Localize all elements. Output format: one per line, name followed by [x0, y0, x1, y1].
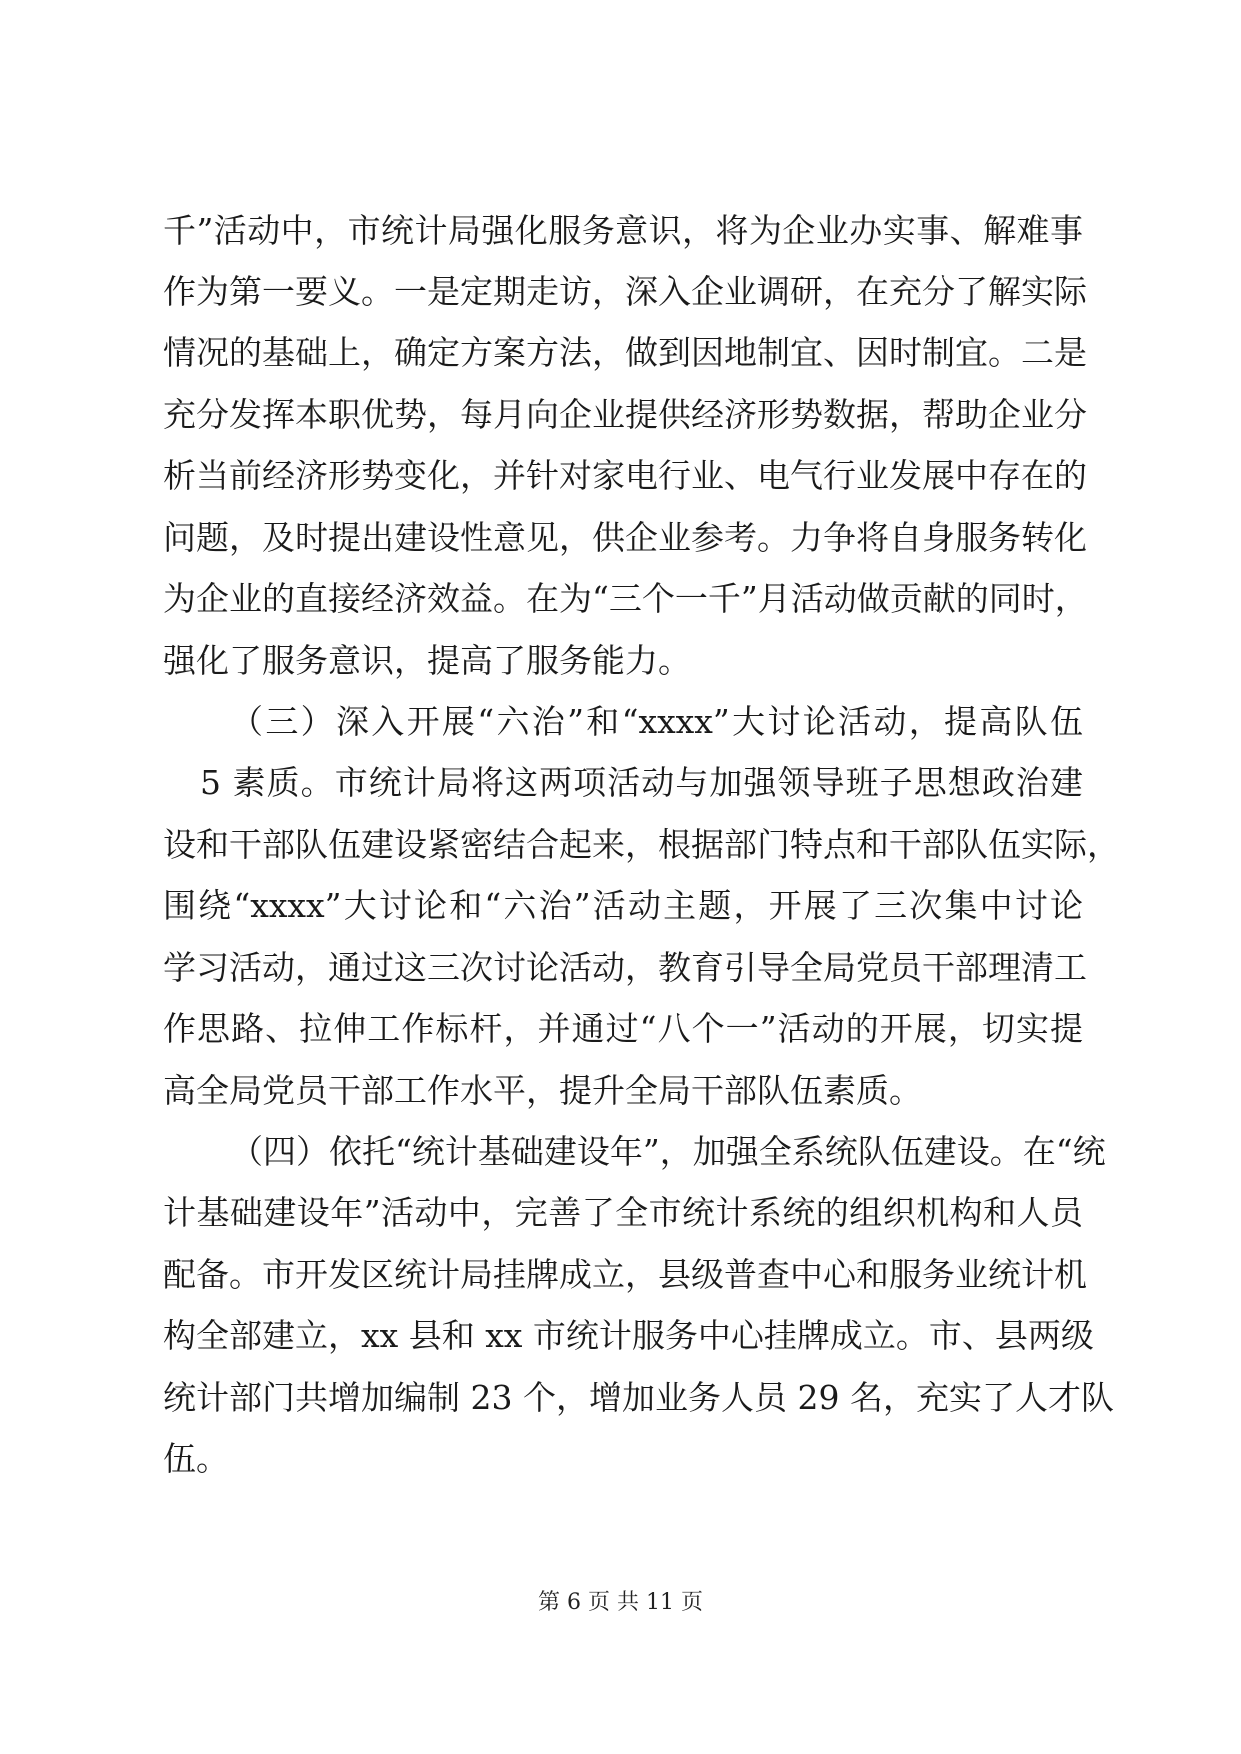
text-line: 问题，及时提出建设性意见，供企业参考。力争将自身服务转化	[163, 518, 1087, 557]
page-number-footer: 第 6 页 共 11 页	[538, 1590, 703, 1615]
text-line: 构全部建立，xx 县和 xx 市统计服务中心挂牌成立。市、县两级	[163, 1316, 1094, 1355]
text-line: 为企业的直接经济效益。在为“三个一千”月活动做贡献的同时，	[163, 579, 1088, 618]
text-line: 充分发挥本职优势，每月向企业提供经济形势数据，帮助企业分	[163, 395, 1087, 434]
text-line: 学习活动，通过这三次讨论活动，教育引导全局党员干部理清工	[163, 948, 1087, 987]
text-line: 千”活动中，市统计局强化服务意识，将为企业办实事、解难事	[163, 211, 1083, 250]
text-line: 计基础建设年”活动中，完善了全市统计系统的组织机构和人员	[163, 1193, 1083, 1232]
text-line: 强化了服务意识，提高了服务能力。	[163, 641, 691, 680]
section-heading-4: （四）依托“统计基础建设年”，加强全系统队伍建设。在“统	[230, 1132, 1106, 1171]
text-line: 配备。市开发区统计局挂牌成立，县级普查中心和服务业统计机	[163, 1255, 1087, 1294]
text-line: 作思路、拉伸工作标杆，并通过“八个一”活动的开展，切实提	[163, 1009, 1083, 1048]
text-line: 析当前经济形势变化，并针对家电行业、电气行业发展中存在的	[163, 456, 1087, 495]
section-heading-3: （三）深入开展“六治”和“xxxx”大讨论活动，提高队伍	[230, 702, 1083, 741]
text-line: 高全局党员干部工作水平，提升全局干部队伍素质。	[163, 1071, 922, 1110]
text-line: 情况的基础上，确定方案方法，做到因地制宜、因时制宜。二是	[163, 333, 1087, 372]
text-line: 作为第一要义。一是定期走访，深入企业调研，在充分了解实际	[163, 272, 1087, 311]
text-line: 围绕“xxxx”大讨论和“六治”活动主题，开展了三次集中讨论	[163, 886, 1083, 925]
text-line: 5 素质。市统计局将这两项活动与加强领导班子思想政治建	[200, 763, 1083, 802]
text-line: 伍。	[163, 1439, 229, 1478]
text-line: 设和干部队伍建设紧密结合起来，根据部门特点和干部队伍实际，	[163, 825, 1120, 864]
text-line: 统计部门共增加编制 23 个，增加业务人员 29 名，充实了人才队	[163, 1378, 1114, 1417]
